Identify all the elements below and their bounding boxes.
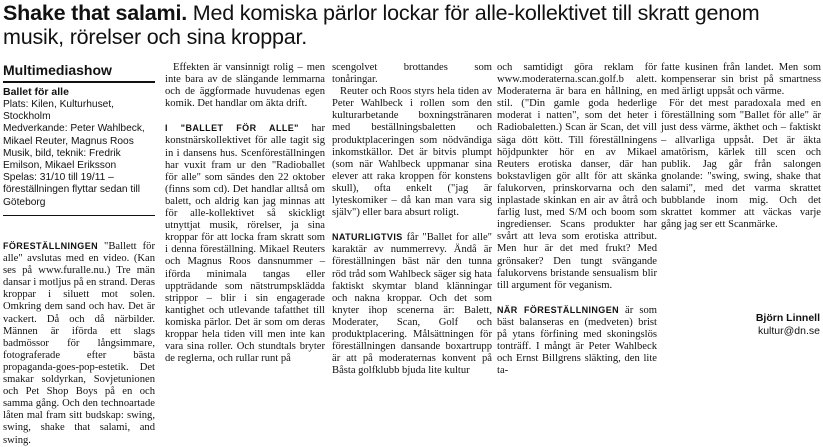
headline-rest: Med komiska pärlor lockar för alle-kollektivet till skratt genom musik, rörelser och sina kroppar.: [3, 1, 760, 49]
paragraph: [332, 86, 492, 219]
paragraph-text: fatte kusinen från landet. Men som kompenserar sin brist på smartness med ärligt uppsåt och värme.: [661, 62, 821, 98]
fact-box-rule: [3, 215, 155, 216]
paragraph-text: är som bäst balanseras en (medveten) brist på ytans förfining med skoningslös tonträff. I mångt är Peter Wahlbeck och Ernst Billgrens släkting, den lite ta-: [497, 304, 657, 377]
paragraph: [332, 231, 492, 377]
author-email: kultur@dn.se: [757, 325, 820, 337]
paragraph: [661, 62, 821, 98]
article-column-5: [661, 62, 821, 231]
article-column-4: [497, 62, 657, 377]
paragraph-lead: NATURLIGTVIS: [332, 232, 403, 243]
fact-box-line: Spelas: 31/10 till 19/11 – föreställningen flyttar sedan till Göteborg: [3, 172, 141, 208]
paragraph: [497, 304, 657, 378]
paragraph-lead: I "BALLET FÖR ALLE": [165, 123, 299, 134]
author-name: Björn Linnell: [755, 312, 820, 324]
paragraph: [332, 62, 492, 86]
paragraph-lead: NÄR FÖRESTÄLLNINGEN: [497, 304, 619, 315]
article-column-2: [165, 62, 325, 365]
fact-box-title: Multimediashow: [3, 62, 155, 83]
paragraph: [3, 240, 155, 447]
article-column-1: [3, 240, 155, 447]
headline-bold: Shake that salami.: [3, 1, 188, 25]
fact-box-line: Musik, bild, teknik: Fredrik Emilson, Mikael Eriksson: [3, 147, 121, 172]
paragraph-text: För det mest paradoxala med en föreställning som "Ballet för alle" är just dess värme, äkthet och – faktiskt – allvarliga uppsåt. Det är äkta amatörism, kärlek till scen och publik. Jag går från salongen gnolande: "swing, swing, shake that salami", med det varma skrattet bubblande inom mig. Och det skrattet kommer att väckas varje gång jag ser ett Scanmärke.: [661, 98, 821, 231]
paragraph: [497, 62, 657, 292]
paragraph-text: och samtidigt göra reklam för www.moderaterna.scan.golf.b alett. Moderaterna är bara en hållning, en stil. ("Din gamle goda hederlige moderat i natten", som det heter i Radiobaletten.) Scan är Scan, det vill säga dött kött. Till föreställningens höjdpunkter hör en av Mikael Reuters erotiska danser, där han bokstavligen gör allt för att skänka falukorven, prinskorvarna och den inplastade skinkan en air av åtrå och farlig lust, med S/M och boom som ingredienser. Scans produkter har svårt att leva som erotiska attribut. Men hur är det med frukt? Med grönsaker? Den tungt svängande falukorvens bristande sensualism blir till argument för veganism.: [497, 62, 657, 291]
paragraph: [165, 62, 325, 110]
paragraph-text: får "Ballet for alle" karaktär av nummerrevy. Ändå är föreställningen bäst när den tunna röd tråd som Wahlbeck säger sig hata faktiskt skymtar bland klänningar och nakna kroppar. Och det som knyter ihop scenerna är: Balett, Moderater, Scan, Golf och produktplacering. Målsättningen för föreställningen dansande boxartrupp är att på moderaternas konvent på Båsta golfklubb bjuda lite kultur: [332, 232, 492, 377]
paragraph: [165, 122, 325, 365]
headline: [3, 1, 821, 49]
paragraph-text: Reuter och Roos styrs hela tiden av Peter Wahlbeck i rollen som den kulturarbetande boxningstränaren med beställningsbaletten och produktplaceringen som nödvändiga inkomstkällor. Det är bitvis plumpt (som när Wahlbeck uppmanar sina elever att raka kroppen för konstens skull), ofta enkelt ("jag är lyteskomiker – då kan man vara sig själv") eller bara absurt roligt.: [332, 86, 492, 219]
paragraph-text: "Ballett för alle" avslutas med en video. (Kan ses på www.furalle.nu.) Tre män dansar i motljus på en strand. Deras kroppar i siluett mot solen. Omkring dem sand och hav. Det är vackert. Då och då närbilder. Männen är iförda ett slags badmössor för långsimmare, fotograferade efter bästa propaganda-goes-pop-estetik. Det smakar soldyrkan, Sovjetunionen och Pet Shop Boys på en och samma gång. Och den technoartade låten mal fram sitt budskap: swing, swing, shake that salami, and swing.: [3, 241, 155, 446]
article-column-3: [332, 62, 492, 377]
fact-box: [3, 62, 155, 216]
paragraph-text: Effekten är vansinnigt rolig – men inte bara av de slängande lemmarna och de äggformade huvudenas egen komik. Det handlar om äkta drift.: [165, 62, 325, 110]
paragraph-text: har konstnärskollektivet för alle tagit sig in i dansens hus. Scenföreställningen har vuxit fram ur den "Radioballet för alle" som sändes den 22 oktober (finns som cd). Det handlar alltså om balett, och aldrig kan jag minnas att för alle-kollektivet så skickligt utnyttjat musik, rörelser, ja sina kroppar för att locka fram skratt som i denna föreställning. Mikael Reuters och Magnus Roos dansnummer – iförda minimala tangas eller uppträdande som nätstrumpsklädda strippor – blir i sin engagerade kantighet och utlevande tafatthet till komiska pärlor. Det är som om deras kroppar hela tiden vill men inte kan vara sina roller. Och stundtals bryter de reglerna, och rullar runt på: [165, 123, 325, 365]
fact-box-line: Plats: Kilen, Kulturhuset, Stockholm: [3, 99, 114, 123]
paragraph-lead: FÖRESTÄLLNINGEN: [3, 241, 98, 251]
byline: [657, 312, 820, 338]
paragraph-text: scengolvet brottandes som tonåringar.: [332, 62, 492, 86]
fact-box-line: Medverkande: Peter Wahlbeck, Mikael Reuter, Magnus Roos: [3, 123, 145, 147]
paragraph: [661, 98, 821, 231]
fact-box-subtitle: Ballet för alle: [3, 86, 69, 98]
